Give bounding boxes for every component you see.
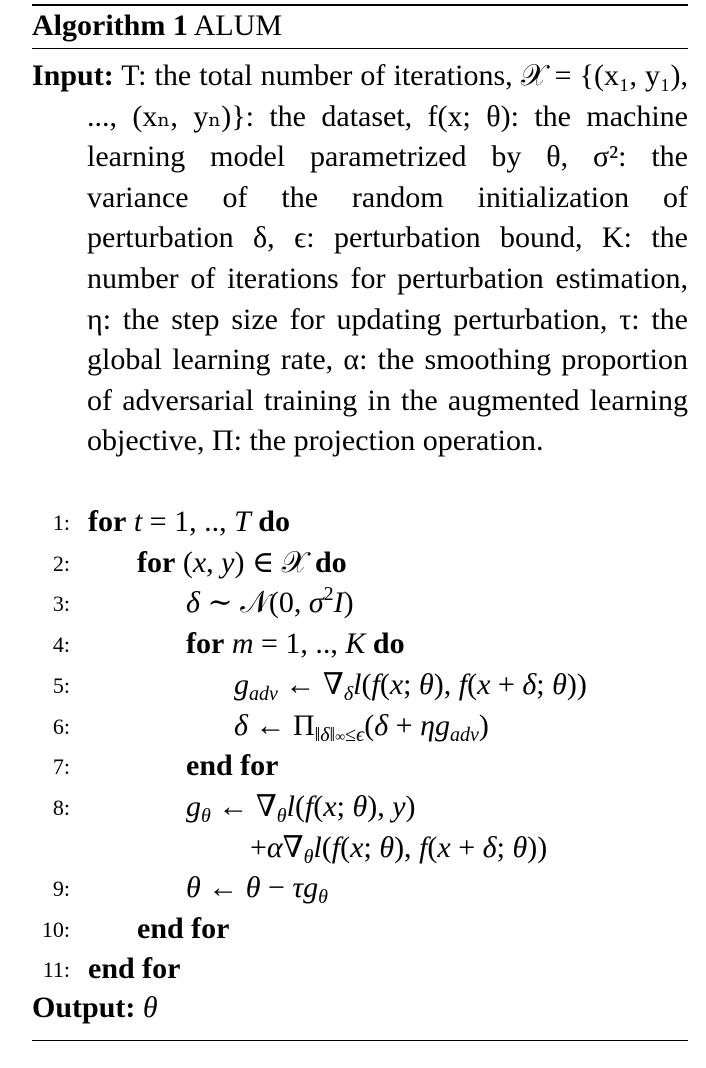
algorithm-line-11 <box>0 949 706 989</box>
line-number: 11: <box>42 957 70 982</box>
algorithm-line-8-continuation <box>0 828 706 868</box>
algorithm-heading: Algorithm 1 <box>32 9 188 42</box>
line-content: end for <box>186 749 279 782</box>
algorithm-line-9 <box>0 868 706 908</box>
algorithm-name: ALUM <box>193 9 283 42</box>
line-number: 5: <box>52 673 70 698</box>
line-number: 9: <box>52 876 70 901</box>
line-content: for (x, y) ∈ 𝒳 do <box>137 546 347 579</box>
output-label: Output: <box>32 991 136 1024</box>
line-number: 8: <box>52 795 70 820</box>
line-content: $g_{adv}$ ← $\nabla_\delta l(f(x$; θ), f(x + δ; θ)) <box>234 668 587 705</box>
bottom-rule <box>32 1040 688 1041</box>
line-number: 4: <box>52 632 70 657</box>
algorithm-line-4 <box>0 624 706 664</box>
input-text: T: the total number of iterations, 𝒳 = {(x₁, y₁), ..., (xₙ, yₙ)}: the dataset, f(x; θ): the machine learning model parametrized by θ, σ²: the variance of the random initialization of perturbation δ, ϵ: perturbation bound, K: the number of iterations for perturbation estimation, η: the step size for updating perturbation, τ: the global learning rate, α: the smoothing proportion of adversarial training in the augmented learning objective, Π: the projection operation. <box>87 59 689 458</box>
output-value: θ <box>142 991 158 1024</box>
algorithm-line-8 <box>0 787 706 827</box>
algorithm-line-2 <box>0 543 706 583</box>
algorithm-line-5 <box>0 665 706 705</box>
input-description <box>32 56 688 462</box>
line-number: 10: <box>41 917 70 942</box>
line-content: δ ← $\Pi_{‖\delta‖\infty\le\epsilon}(\delta + \eta g_{adv})$ <box>234 709 489 746</box>
line-content: $g_\theta$ ← $\nabla_\theta l(f(x$; θ), y) <box>186 790 416 827</box>
header-rule <box>32 48 688 49</box>
algorithm-line-10 <box>0 909 706 949</box>
algorithm-line-3 <box>0 583 706 623</box>
input-label: Input: <box>32 59 114 92</box>
line-content: δ ∼ 𝒩(0, $\sigma^2I$) <box>186 583 354 619</box>
algorithm-line-6 <box>0 706 706 746</box>
output-line <box>32 988 158 1028</box>
line-content: for m = 1, .., K do <box>186 627 405 660</box>
line-number: 7: <box>52 754 70 779</box>
line-number: 1: <box>52 510 70 535</box>
algorithm-title <box>32 7 282 45</box>
line-number: 2: <box>52 551 70 576</box>
algorithm-line-7 <box>0 746 706 786</box>
line-content: for t = 1, .., T do <box>88 505 290 538</box>
line-number: 6: <box>52 714 70 739</box>
top-rule <box>32 4 688 6</box>
line-content: $+\alpha\nabla_\theta l(f(x$; θ), f(x + δ; θ)) <box>250 831 548 868</box>
algorithm-line-1 <box>0 502 706 542</box>
line-content: θ ← $\theta - \tau g_\theta$ <box>186 871 328 908</box>
line-number: 3: <box>52 591 70 616</box>
line-content: end for <box>137 912 230 945</box>
line-content: end for <box>88 952 181 985</box>
